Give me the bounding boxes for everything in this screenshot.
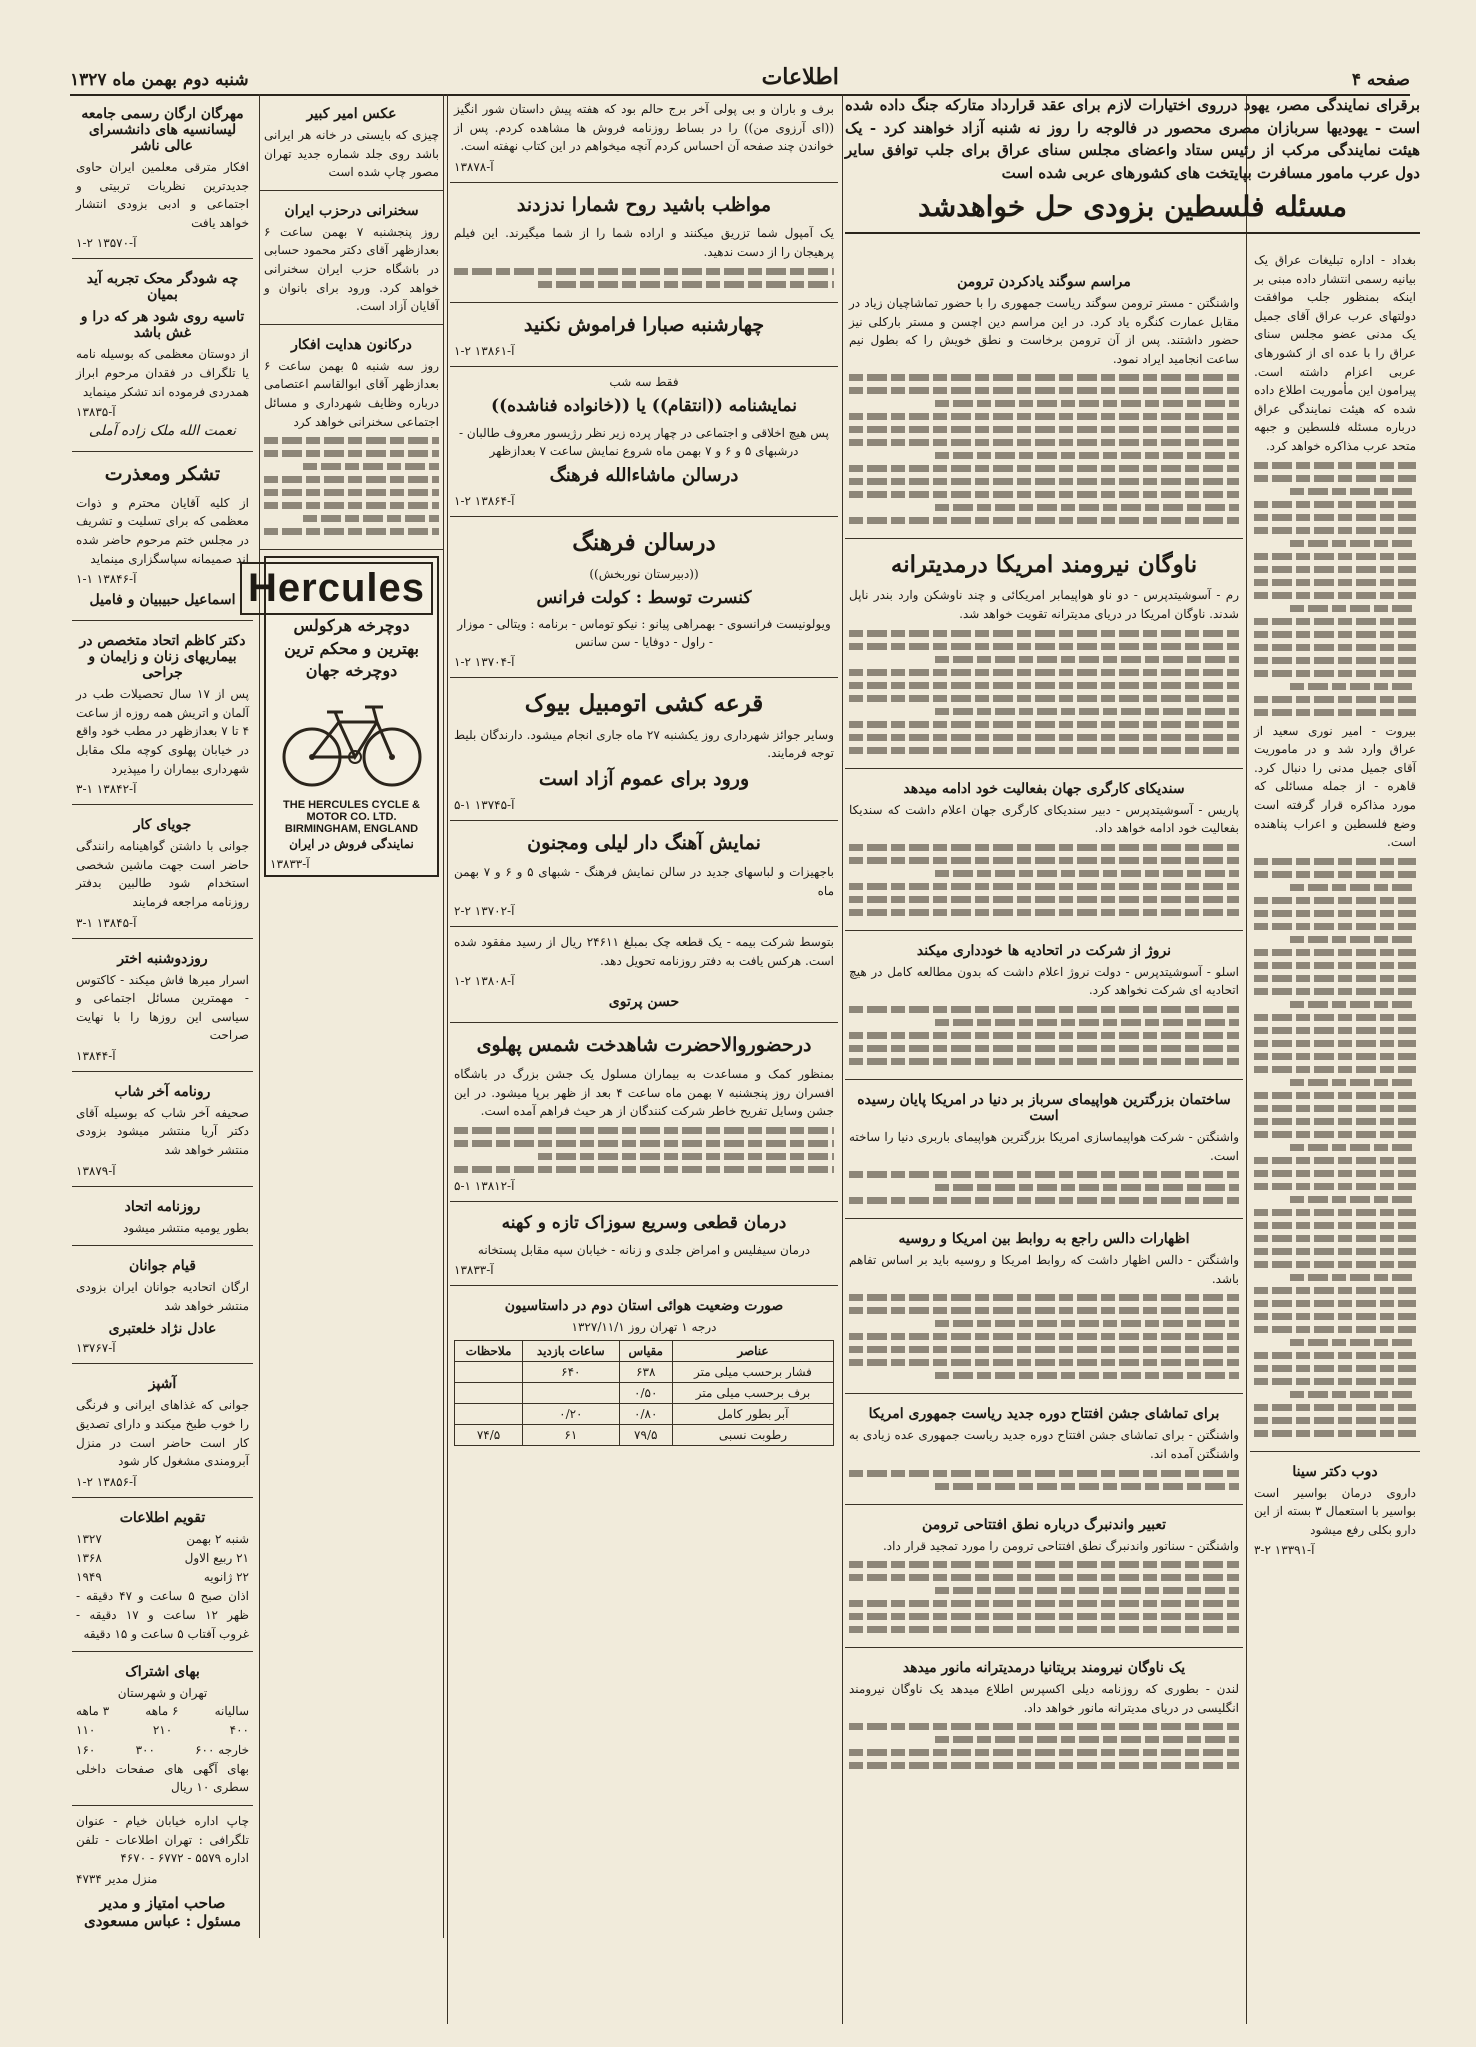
ad-title: روزنامه اتحاد (124, 1198, 201, 1215)
ad-venue: درسالن ماشاءالله فرهنگ (549, 465, 739, 487)
print-code: منزل مدیر ۴۷۳۴ (76, 1871, 158, 1886)
notice-signature: حسن پرتوی (608, 994, 680, 1011)
subscription-cell: ۲۱۰ (152, 1723, 173, 1738)
hercules-advert (248, 556, 439, 877)
weather-cell: آبر بطور کامل (672, 1403, 833, 1424)
weather-header: ملاحظات (455, 1340, 523, 1361)
ad-text: پس از ۱۷ سال تحصیلات طب در آلمان و اتریش همه روزه از ساعت ۴ تا ۷ بعدازظهر در مطب خود واقع در خیابان پهلوی کوچه ملک مقابل شهرداری بیماران را میپذیرد (76, 687, 250, 776)
ad-kicker: فقط سه شب (609, 375, 679, 390)
ad-title: چه شودگر محک تجربه آید بمیان (86, 271, 239, 304)
ad-signature: اسماعیل حبیبیان و فامیل (89, 592, 236, 609)
subscription-title: بهای اشتراک (125, 1664, 200, 1681)
weather-row (455, 1382, 834, 1403)
lead-story (845, 94, 1420, 240)
ad-text: بطور یومیه منتشر میشود (123, 1220, 249, 1235)
ad-text: روز پنجشنبه ۷ بهمن ساعت ۶ بعدازظهر آقای دکتر محمود حسابی در باشگاه حزب ایران سخنرانی خواهد کرد. ورود برای بانوان و آقایان آزاد است. (264, 224, 439, 314)
ad-text: جوانی که غذاهای ایرانی و فرنگی را خوب طبخ میکند و دارای تصدیق کار است حاضر است در منزل آبرومندی مشغول کار شود (76, 1398, 249, 1469)
ad-text: داروی درمان بواسیر است بواسیر با استعمال ۳ بسته از این دارو بکلی رفع میشود (1254, 1485, 1416, 1537)
ad-text: پس هیچ اخلاقی و اجتماعی در چهار پرده زیر نظر رژیسور معروف طالبان - درشبهای ۵ و ۶ و ۷ بهمن ماه شروع نمایش ساعت ۷ بعدازظهر (459, 426, 829, 459)
story-text: واشنگتن - برای تماشای جشن افتتاح دوره جدید ریاست جمهوری عده زیادی به واشنگتن آمده اند. (849, 1428, 1239, 1461)
hercules-slogan: دوچرخه هرکولس بهترین و محکم ترین دوچرخه جهان (284, 616, 419, 680)
palestine-body: بغداد - اداره تبلیغات عراق یک بیانیه رسمی انتشار داده مبنی بر اینکه بمنظور جلب موافقت دولتهای عرب عراق آقای جمیل یک مدنی عضو مجلس سنای عراق را با عده ای از کشورهای عربی اعزام داشته است. پیرامون این مأموریت اطلاع داده شده که هیئت نمایندگی عراق درباره مسئله فلسطین و جبهه متحد عرب مذاکره خواهد کرد. (1254, 253, 1416, 453)
story-title: ساختمان بزرگترین هواپیمای سرباز بر دنیا در امریکا پایان رسیده است (857, 1091, 1231, 1124)
page-number: صفحه ۴ (1351, 70, 1410, 90)
ad-code: آ-۱۳۸۰۸ ۲-۱ (454, 974, 515, 989)
ad-text: باجهیزات و لباسهای جدید در سالن نمایش فرهنگ - شبهای ۵ و ۶ و ۷ بهمن ماه (454, 864, 834, 898)
ad-code: آ-۱۳۸۶۱ ۲-۱ (454, 344, 515, 359)
ad-text: از دوستان معظمی که بوسیله نامه یا تلگراف در فقدان مرحوم ابراز همدردی فرموده اند تشکر مینماید (76, 347, 249, 399)
story-text: واشنگتن - مستر ترومن سوگند ریاست جمهوری را با حضور تماشاچیان زیاد در مقابل عمارت کنگره یاد کرد. در این مراسم دین اچسن و مستر بارکلی نیز حضور داشتند. پس از آن ترومن برخاست و نطق خویش را که بطول نیم ساعت انجامید ایراد نمود. (849, 296, 1239, 366)
subscription-note: بهای آگهی های صفحات داخلی سطری ۱۰ ریال (76, 1761, 249, 1795)
calendar-value: ۱۳۲۷ (76, 1531, 102, 1546)
ad-title: روزدوشنبه اختر (117, 950, 208, 967)
ad-title: سخنرانی درحزب ایران (284, 202, 419, 219)
story-title: تعبیر واندنبرگ درباره نطق افتتاحی ترومن (922, 1516, 1166, 1533)
ad-title: آشپز (148, 1376, 177, 1393)
weather-header: ساعات بازدید (523, 1340, 619, 1361)
ad-code: آ-۱۳۸۵۶ ۲-۱ (76, 1474, 137, 1489)
story-title: یک ناوگان نیرومند بریتانیا درمدیترانه مانور میدهد (902, 1660, 1186, 1677)
weather-title: صورت وضعیت هوائی استان دوم در داستاسیون (504, 1297, 784, 1314)
ad-title: جویای کار (133, 817, 192, 834)
ad-subtitle: ((دبیرستان نوربخش)) (589, 566, 699, 581)
column-rule (842, 94, 843, 2024)
calendar-value: ۱۳۶۸ (76, 1551, 102, 1566)
ad-signature: نعمت الله ملک زاده آملی (88, 423, 237, 440)
ad-concert: کنسرت توسط : کولت فرانس (536, 587, 752, 608)
ad-headline: نمایشنامه ((انتقام)) یا ((خانواده فناشده)) (491, 396, 797, 417)
ad-code: آ-۱۳۸۴۵ ۱-۳ (76, 915, 137, 930)
ad-code: آ-۱۳۸۷۸ (454, 159, 494, 174)
calendar-label: ۲۱ ربیع الاول (184, 1551, 249, 1566)
ad-code: آ-۱۳۸۴۴ (76, 1048, 116, 1063)
subscription-cell: ۳ ماهه (76, 1704, 110, 1719)
ad-text: صحیفه آخر شاب که بوسیله آقای دکتر آریا منتشر میشود بزودی منتشر خواهد شد (76, 1105, 249, 1158)
print-info: چاپ اداره خیابان خیام - عنوان تلگرافی : تهران اطلاعات - تلفن اداره ۵۵۷۹ - ۶۷۷۲ - ۴۶۷۰ (76, 1813, 249, 1866)
issue-date: شنبه دوم بهمن ماه ۱۳۲۷ (70, 70, 249, 90)
ad-headline: تشکر ومعذرت (104, 463, 221, 486)
ad-text: وسایر جوائز شهرداری روز یکشنبه ۲۷ ماه جاری انجام میشود. دارندگان بلیط توجه فرمایند. (454, 727, 834, 761)
ad-code: آ-۱۳۵۷۰ ۲-۱ (76, 236, 137, 251)
calendar-title: تقویم اطلاعات (119, 1509, 206, 1526)
ad-text: ارگان اتحادیه جوانان ایران بزودی منتشر خواهد شد (76, 1280, 249, 1313)
weather-subtitle: درجه ۱ تهران روز ۱۳۲۷/۱۱/۱ (571, 1319, 717, 1334)
story-title: سندیکای کارگری جهان بفعالیت خود ادامه میدهد (903, 780, 1185, 797)
ad-title: قیام جوانان (129, 1258, 196, 1275)
palestine-aside: بیروت - امیر نوری سعید از عراق وارد شد و در ماموریت آقای جمیل مدنی را دنبال کرد. قاهره - از جمله مسائلی که مورد مذاکره قرار گرفته است وضع فلسطین و اعراب پناهنده است. (1254, 723, 1416, 850)
ad-code: آ-۱۳۷۰۲ ۲-۲ (454, 904, 515, 919)
lead-summary: برقرای نمایندگی مصر، یهود درروی اختیارات لازم برای عقد قرارداد متارکه جنگ داده شده است - یهودیها سربازان مصری محصور در فالوجه را روز نه شنبه آزاد خواهند کرد - یک هیئت نمایندگی مرکب از رئیس ستاد واعضای مجلس سنای عراق برای جلب توافق سایر دول عرب مامور مسافرت بپایتخت های کشورهای عربی شده است (845, 96, 1420, 182)
column-3 (450, 94, 838, 1454)
ad-subtitle: تاسیه روی شود هر که درا و غش باشد (80, 309, 245, 342)
ad-title: درکانون هدایت افکار (291, 336, 412, 353)
subscription-row (76, 1741, 249, 1760)
ad-text: روز سه شنبه ۵ بهمن ساعت ۶ بعدازظهر آقای ابوالقاسم اعتصامی درباره وظایف شهرداری و مسائل اجتماعی سخنرانی خواهد کرد (264, 358, 439, 429)
ad-text: بمنظور کمک و مساعدت به بیماران مسلول یک جشن بزرگ در باشگاه افسران روز پنجشنبه ۷ بهمن ماه ساعت ۴ بعد از ظهر برپا میشود. در این جشن وسایل تفریح خاطر شرکت کنندگان از هر حیث فراهم آمده است. (454, 1067, 834, 1119)
weather-row (455, 1424, 834, 1445)
ad-text: از کلیه آقایان محترم و ذوات معظمی که برای تسلیت و تشریف در مجلس ختم مرحوم حاضر شده اند صمیمانه سپاسگزاری مینماید (76, 495, 249, 566)
weather-cell (455, 1403, 523, 1424)
subscription-cell: سالیانه (214, 1704, 249, 1719)
weather-cell: ۰/۵۰ (619, 1382, 672, 1403)
ad-code: آ-۱۳۸۴۲ ۱-۳ (76, 782, 137, 797)
bicycle-icon (277, 682, 427, 792)
subscription-cell: ۱۶۰ (76, 1742, 96, 1757)
ad-text: درمان سیفلیس و امراض جلدی و زنانه - خیابان سپه مقابل پستخانه (477, 1242, 811, 1257)
calendar-text: اذان صبح ۵ ساعت و ۴۷ دقیقه - ظهر ۱۲ ساعت و ۱۷ دقیقه - غروب آفتاب ۵ ساعت و ۱۵ دقیقه (76, 1589, 250, 1641)
weather-cell (455, 1361, 523, 1382)
column-4-left (248, 94, 444, 1938)
paper-name: اطلاعات (761, 64, 839, 90)
column-rule (1246, 94, 1247, 2024)
weather-cell: فشار برحسب میلی متر (672, 1361, 833, 1382)
subscription-cell: ۴۰۰ (229, 1723, 249, 1738)
story-text: واشنگتن - دالس اظهار داشت که روابط امریکا و روسیه باید بر اساس تفاهم باشد. (849, 1253, 1239, 1286)
weather-cell: ۰/۲۰ (523, 1403, 619, 1424)
story-text: واشنگتن - شرکت هواپیماسازی امریکا بزرگترین هواپیمای باربری دنیا را ساخته است. (849, 1129, 1239, 1163)
weather-cell: ۰/۸۰ (619, 1403, 672, 1424)
ad-headline: چهارشنبه صبارا فراموش نکنید (523, 313, 765, 336)
ad-text: جوانی با داشتن گواهینامه رانندگی حاضر است جهت ماشین شخصی استخدام شود طالبین بدفتر روزنامه مراجعه فرمایند (76, 839, 249, 909)
calendar-label: ۲۲ ژانویه (203, 1570, 249, 1585)
subscription-subtitle: تهران و شهرستان (117, 1686, 208, 1701)
ad-headline: نمایش آهنگ دار لیلی ومجنون (527, 832, 761, 855)
ad-signature: عادل نژاد خلعتبری (108, 1321, 217, 1338)
calendar-row (76, 1568, 249, 1587)
ad-title: عکس امیر کبیر (306, 106, 397, 122)
ad-title: مهرگان ارگان رسمی جامعه لیسانسیه های دانشسرای عالی ناشر (81, 106, 244, 154)
ad-text: افکار مترقی معلمین ایران حاوی جدیدترین نظریات تربیتی و اجتماعی و ادبی بزودی انتشار خواهد یافت (76, 160, 249, 230)
ad-title: دوب دکتر سینا (1292, 1463, 1378, 1480)
calendar-row (76, 1549, 249, 1568)
subscription-cell: ۶ ماهه (145, 1704, 179, 1719)
ad-code: آ-۱۳۸۱۲ ۱-۵ (454, 1178, 515, 1193)
ad-title: دکتر کاظم اتحاد متخصص در بیماریهای زنان و زایمان و جراحی (79, 633, 246, 682)
story-text: لندن - بطوری که روزنامه دیلی اکسپرس اطلاع میدهد یک ناوگان نیرومند انگلیسی در دریای مدیترانه مانور خواهد داد. (849, 1682, 1239, 1715)
subscription-cell: ۳۰۰ (135, 1742, 155, 1757)
ad-text: برف و باران و بی پولی آخر برج حالم بود که هفته پیش داستان شور انگیز ((ای آرزوی من)) را در بساط روزنامه فروش ها مشاهده کردم. پس از خواندن چند صفحه آن احساس کردم آنچه میخواهم در این کتاب نهفته است. (454, 102, 834, 154)
ad-code: آ-۱۳۸۴۶ ۱-۱ (76, 572, 137, 587)
story-title: برای تماشای جشن افتتاح دوره جدید ریاست جمهوری امریکا (868, 1406, 1220, 1423)
weather-header: مقیاس (619, 1340, 672, 1361)
ad-code: آ-۱۳۷۴۵ ۱-۵ (454, 798, 515, 813)
hercules-company: THE HERCULES CYCLE & MOTOR CO. LTD. BIRMINGHAM, ENGLAND (283, 799, 420, 836)
ad-text: چیزی که بایستی در خانه هر ایرانی باشد روی جلد شماره جدید تهران مصور چاپ شده است (264, 128, 439, 180)
ad-headline: مواظب باشید روح شمارا ندزدند (516, 193, 772, 216)
weather-cell: ۷۹/۵ (619, 1424, 672, 1445)
ad-headline: درمان قطعی وسریع سوزاک تازه و کهنه (501, 1212, 787, 1233)
ad-code: آ-۱۳۸۳۳ (454, 1262, 494, 1277)
column-1 (1250, 245, 1420, 1565)
story-title: نروژ از شرکت در اتحادیه ها خودداری میکند (916, 942, 1172, 959)
weather-cell: برف برحسب میلی متر (672, 1382, 833, 1403)
hercules-agent: نمایندگی فروش در ایران (289, 837, 414, 852)
ad-code: آ-۱۳۷۶۷ (76, 1341, 116, 1356)
weather-header: عناصر (672, 1340, 833, 1361)
subscription-cell: ۱۱۰ (76, 1723, 96, 1738)
weather-cell: ۷۴/۵ (455, 1424, 523, 1445)
column-2 (845, 262, 1243, 1783)
ad-code: آ-۱۳۷۰۴ ۲-۱ (454, 655, 515, 670)
subscription-row (76, 1721, 249, 1740)
weather-cell: رطوبت نسبی (672, 1424, 833, 1445)
column-4-right (72, 94, 253, 1938)
weather-table (454, 1340, 834, 1446)
story-headline: ناوگان نیرومند امریکا درمدیترانه (890, 551, 1198, 579)
calendar-row (76, 1530, 249, 1549)
weather-cell (455, 1382, 523, 1403)
ad-headline: درحضوروالاحضرت شاهدخت شمس پهلوی (476, 1034, 812, 1057)
ad-headline: قرعه کشی اتومبیل بیوک (524, 690, 764, 718)
weather-cell: ۶۱ (523, 1424, 619, 1445)
story-text: پاریس - آسوشیتدپرس - دبیر سندیکای کارگری جهان اعلام داشت که سندیکا بفعالیت خود ادامه خواهد داد. (849, 802, 1239, 836)
subscription-row (76, 1702, 249, 1721)
ad-code: آ-۱۳۸۶۴ ۲-۱ (454, 494, 515, 509)
weather-cell: ۶۴۰ (523, 1361, 619, 1382)
weather-row (455, 1403, 834, 1424)
story-text: واشنگتن - سناتور واندنبرگ نطق افتتاحی ترومن را مورد تمجید قرار داد. (882, 1538, 1239, 1553)
publisher-signature: صاحب امتیاز و مدیر مسئول : عباس مسعودی (84, 1893, 241, 1930)
ad-text: اسرار میرها فاش میکند - کاکتوس - مهمترین مسائل اجتماعی و سیاسی این روزها را با نهایت صراحت (76, 972, 249, 1043)
column-4 (72, 94, 444, 1938)
weather-cell: ۶۳۸ (619, 1361, 672, 1382)
ad-headline: درسالن فرهنگ (572, 529, 716, 557)
ad-code: آ-۱۳۳۹۱ ۲-۳ (1254, 1543, 1315, 1558)
ad-text: یک آمپول شما تزریق میکنند و اراده شما را از شما میگیرند. این فیلم پرهیجان را از دست ندهید. (454, 226, 834, 260)
story-text: رم - آسوشیتدپرس - دو ناو هواپیمابر امریکائی و چند ناوشکن وارد بندر ناپل شدند. ناوگان امریکا در دریای مدیترانه تقویت خواهد شد. (849, 588, 1239, 622)
notice-text: بتوسط شرکت بیمه - یک قطعه چک بمبلغ ۲۴۶۱۱ ریال از رسید مفقود شده است. هرکس یافت به دفتر روزنامه تحویل دهد. (454, 935, 835, 968)
story-title: مراسم سوگند یادکردن ترومن (957, 274, 1131, 290)
calendar-value: ۱۹۴۹ (76, 1570, 102, 1585)
weather-row (455, 1361, 834, 1382)
ad-code: آ-۱۳۸۳۳ (270, 857, 310, 872)
story-text: اسلو - آسوشیتدپرس - دولت نروژ اعلام داشت که بدون مطالعه کامل در هیچ اتحادیه ای شرکت نخواهد کرد. (849, 964, 1239, 998)
masthead-strip (70, 50, 1410, 96)
story-title: اظهارات دالس راجع به روابط بین امریکا و روسیه (898, 1231, 1190, 1248)
ad-title: رونامه آخر شاب (114, 1083, 211, 1100)
subscription-cell: خارجه ۶۰۰ (195, 1742, 249, 1757)
ad-code: آ-۱۳۸۳۵ (76, 405, 116, 420)
ad-text: ویولونیست فرانسوی - بهمراهی پیانو : نیکو توماس - برنامه : ویتالی - موزار - راول - دوفایا - سن سانس (457, 617, 831, 650)
lead-headline: مسئله فلسطین بزودی حل خواهدشد (845, 188, 1420, 234)
weather-cell (523, 1382, 619, 1403)
ad-headline: ورود برای عموم آزاد است (538, 767, 750, 790)
calendar-label: شنبه ۲ بهمن (186, 1531, 249, 1546)
column-rule (447, 94, 448, 2024)
hercules-logo: Hercules (240, 562, 433, 615)
ad-code: آ-۱۳۸۷۹ (76, 1163, 116, 1178)
